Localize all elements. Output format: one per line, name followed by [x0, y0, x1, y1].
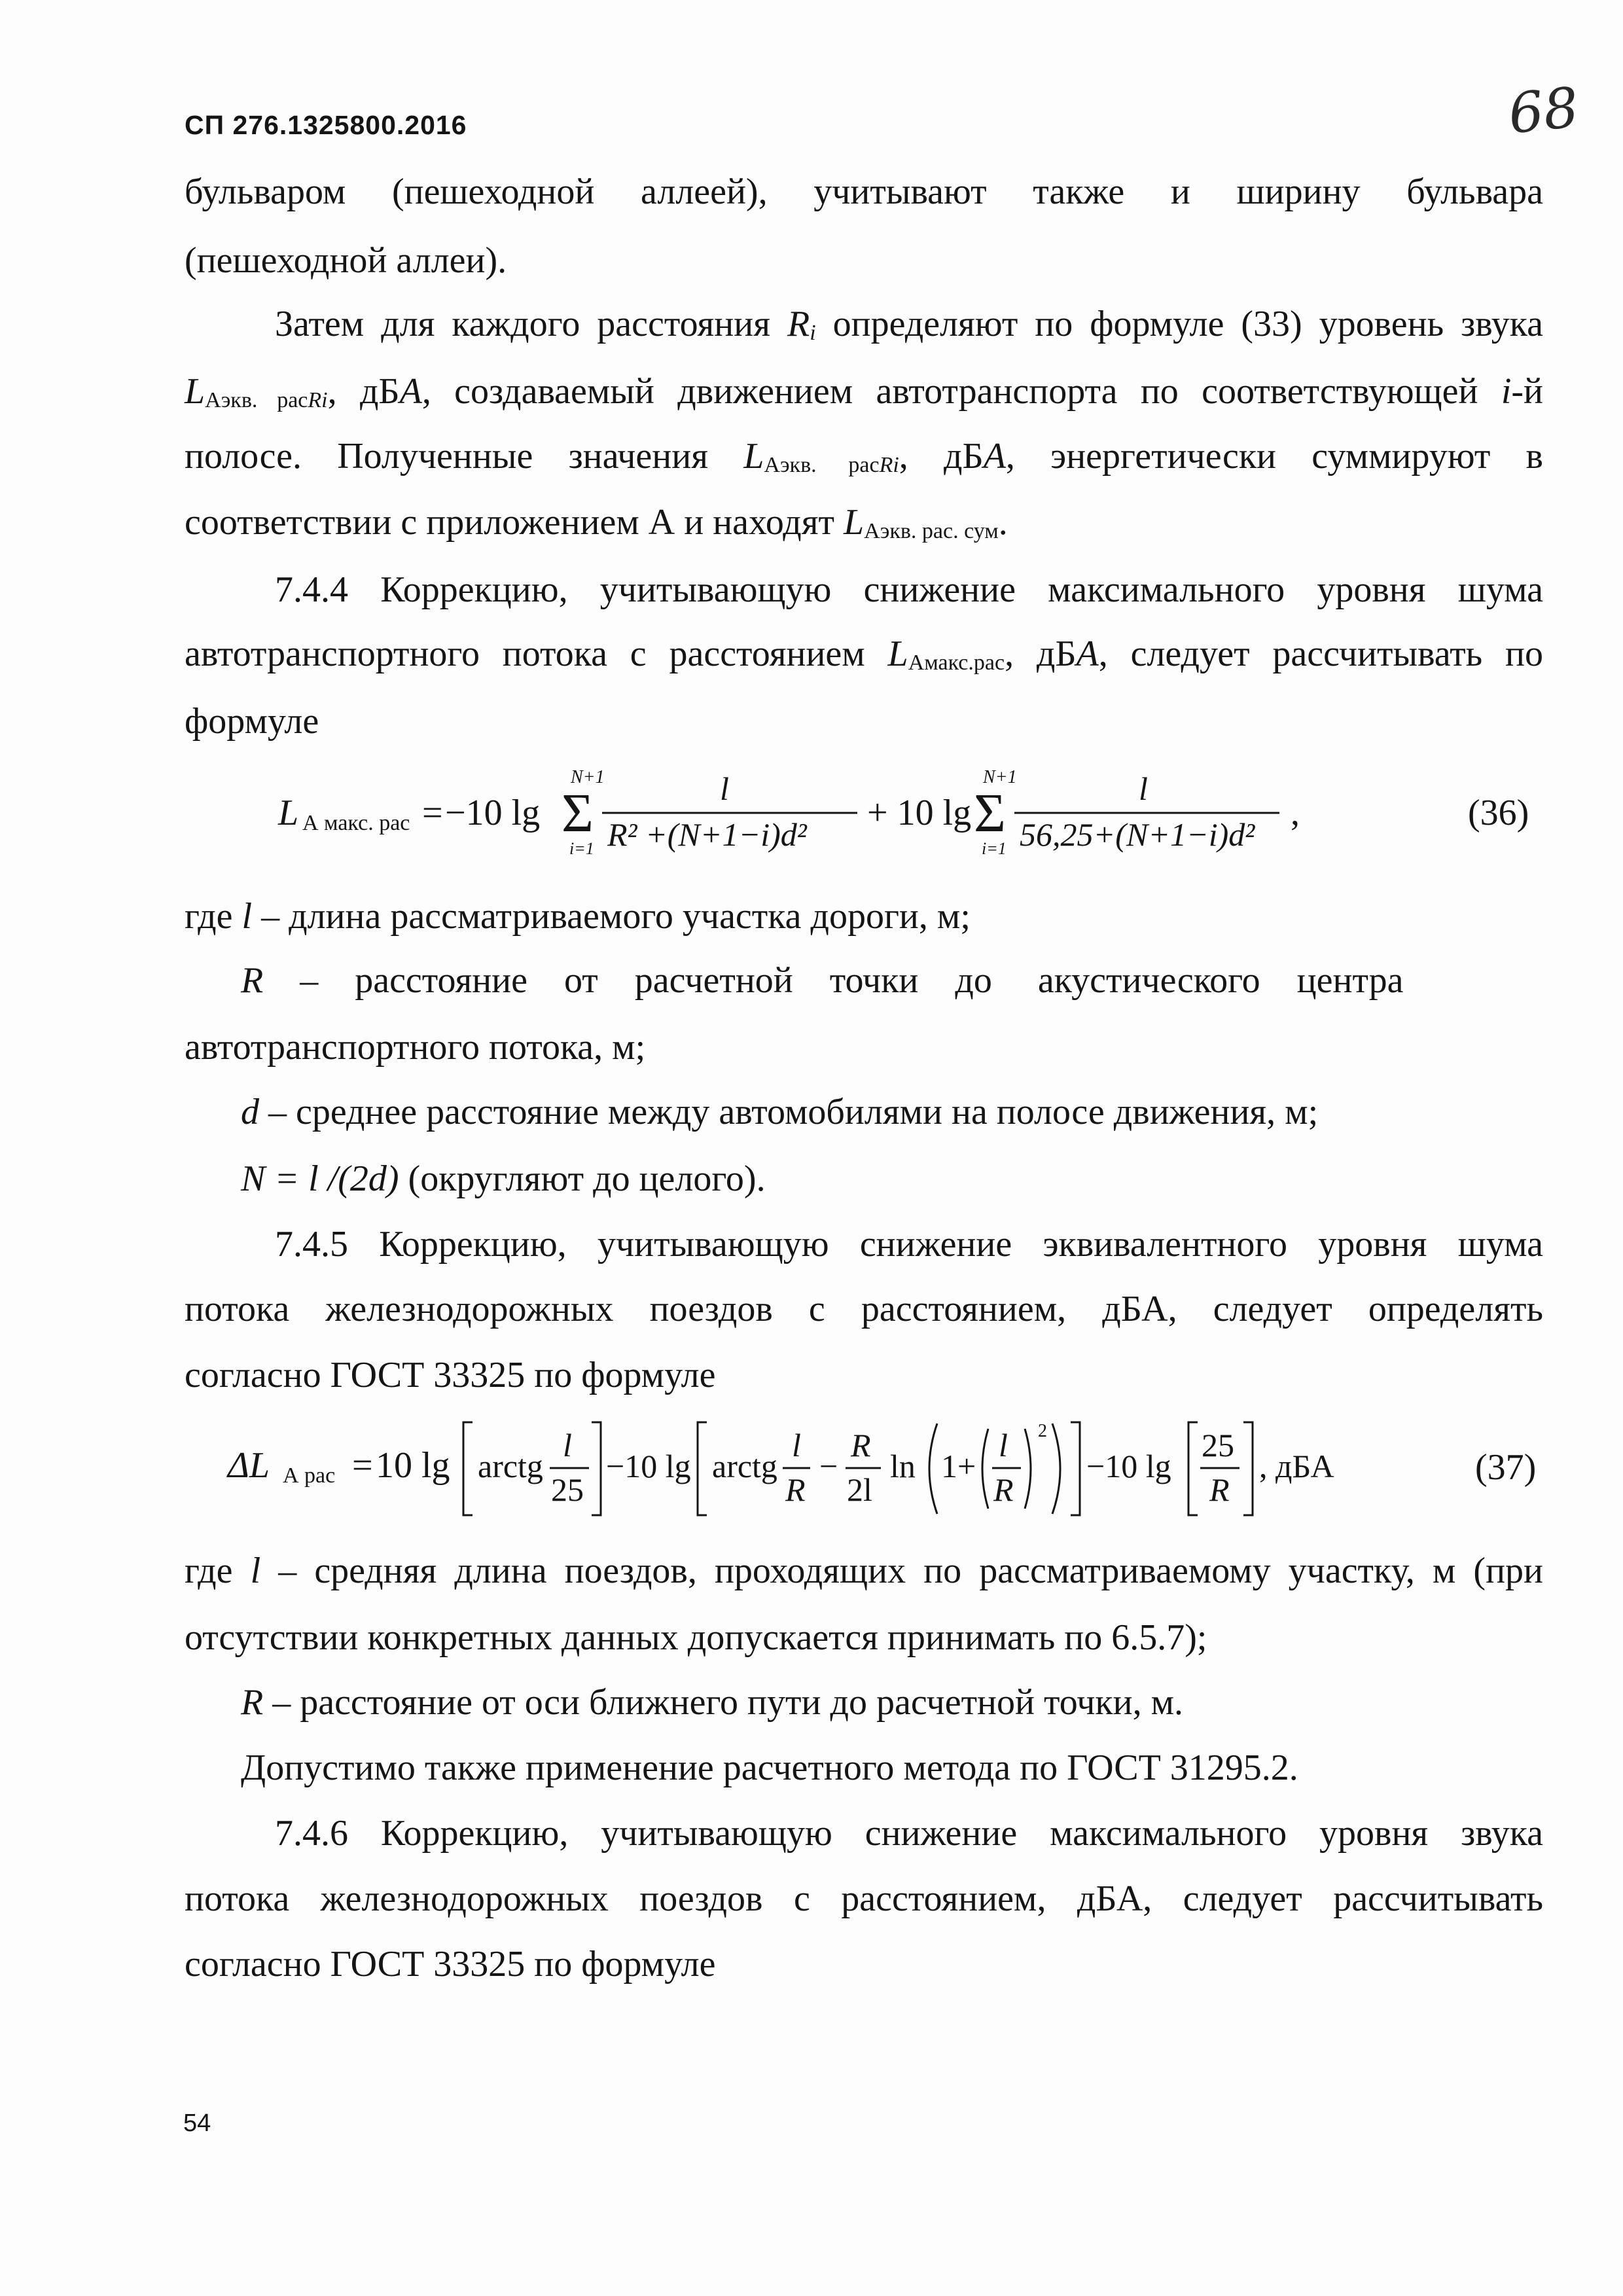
eq37-equals: =: [352, 1445, 373, 1486]
text-line: бульваром (пешеходной аллеей), учитывают также и ширину бульвара: [185, 171, 1543, 212]
text-fragment: – длина рассматриваемого участка дороги, м;: [252, 896, 971, 937]
text-line: [185, 368, 1543, 420]
text-line: 7.4.4 Коррекцию, учитывающую снижение максимального уровня шума: [275, 569, 1543, 610]
text-fragment: соответствии с приложением А и находят: [185, 502, 844, 543]
math-variable: d: [241, 1092, 259, 1132]
math-subscript: Ri: [879, 453, 899, 477]
text-line: потока железнодорожных поездов с расстоянием, дБА, следует рассчитывать: [185, 1878, 1543, 1919]
text-fragment: определяют по формуле (33) уровень звука: [815, 304, 1543, 344]
eq37-f3-den: 2l: [847, 1471, 872, 1508]
text-fragment: , дБ: [899, 436, 984, 476]
eq37-lhs: ΔL: [228, 1445, 270, 1486]
eq36-frac1-den: R² +(N+1−i)d²: [607, 816, 807, 853]
eq37-f1-num: l: [563, 1427, 572, 1463]
eq37-square: 2: [1038, 1421, 1047, 1441]
text-fragment: , энергетически суммируют в: [1005, 436, 1544, 476]
eq36-frac2-den: 56,25+(N+1−i)d²: [1020, 816, 1255, 853]
math-variable: А: [983, 436, 1006, 476]
text-line: [241, 1679, 1543, 1725]
eq36-frac2-num: l: [1139, 770, 1148, 807]
text-line: Допустимо также применение расчетного метода по ГОСТ 31295.2.: [241, 1748, 1298, 1788]
eq37-minus1: −10 lg: [606, 1448, 691, 1484]
math-variable: А: [399, 371, 422, 412]
text-line: [241, 1156, 1543, 1202]
eq37-paren-inner-right: [1025, 1429, 1031, 1509]
eq37-f5-num: 25: [1202, 1427, 1234, 1463]
eq37-arctg1: arctg: [478, 1448, 543, 1484]
math-subscript: Аэкв. рас. сум: [864, 519, 999, 543]
eq37-f4-num: l: [999, 1427, 1008, 1463]
text-fragment: (округляют до целого).: [399, 1158, 766, 1199]
math-variable: L: [185, 371, 205, 412]
equation-number-36: (36): [1468, 793, 1529, 833]
math-variable: l: [241, 896, 253, 937]
text-fragment: – расстояние от расчетной точки до акустического центра: [263, 960, 1404, 1001]
eq36-equals: =: [422, 793, 443, 833]
eq37-f2-num: l: [792, 1427, 801, 1463]
eq36-comma: ,: [1291, 793, 1300, 833]
formula-36: [249, 759, 1335, 870]
text-line: согласно ГОСТ 33325 по формуле: [185, 1355, 716, 1395]
text-fragment: где: [185, 896, 242, 937]
text-fragment: – расстояние от оси ближнего пути до расчетной точки, м.: [263, 1682, 1184, 1723]
eq37-bracket1-left: [463, 1422, 473, 1515]
eq36-sum2-bot: i=1: [982, 839, 1007, 858]
eq37-paren-outer-right: [1052, 1424, 1060, 1514]
text-line: формуле: [185, 701, 319, 742]
math-variable: L: [844, 502, 865, 543]
math-subscript: Амакс.рас: [908, 651, 1005, 675]
text-line: [241, 958, 1543, 1003]
math-subscript: Аэкв. рас: [764, 453, 880, 477]
text-fragment: , дБ: [1005, 634, 1077, 674]
eq37-arctg2: arctg: [712, 1448, 777, 1484]
text-fragment: , дБ: [327, 371, 400, 412]
eq36-sigma1: Σ: [562, 783, 594, 844]
eq37-bracket3-right: [1243, 1422, 1253, 1515]
eq36-lhs-var: L: [278, 793, 299, 833]
text-fragment: , следует рассчитывать по: [1098, 634, 1543, 674]
page-number: 54: [183, 2109, 211, 2137]
eq37-f5-den: R: [1209, 1471, 1230, 1508]
eq37-paren-inner-left: [982, 1429, 988, 1509]
formula-37: [209, 1417, 1374, 1528]
text-line: [185, 433, 1543, 484]
text-fragment: автотранспортного потока с расстоянием: [185, 634, 888, 674]
eq37-lhs-sub: А рас: [283, 1463, 336, 1488]
text-line: [185, 893, 1543, 939]
text-fragment: – средняя длина поездов, проходящих по рассматриваемому участку, м (при: [260, 1551, 1544, 1591]
eq36-sigma2: Σ: [974, 783, 1006, 844]
eq37-f3-num: R: [851, 1427, 871, 1463]
eq37-bracket3-left: [1188, 1422, 1198, 1515]
eq37-ln: ln: [890, 1448, 916, 1484]
eq36-sum1-bot: i=1: [569, 839, 594, 858]
math-variable: i: [1501, 371, 1512, 412]
text-line: [241, 1089, 1543, 1135]
eq36-term1: −10 lg: [445, 793, 541, 833]
eq37-f2-den: R: [785, 1471, 806, 1508]
eq37-one-plus: 1+: [941, 1448, 976, 1484]
eq37-minus2: −: [819, 1448, 838, 1484]
eq37-term1: 10 lg: [376, 1445, 450, 1486]
eq37-f1-den: 25: [551, 1471, 584, 1508]
math-subscript: Ri: [308, 388, 328, 412]
text-line: [185, 499, 1543, 550]
eq37-minus3: −10 lg: [1086, 1448, 1171, 1484]
eq37-f4-den: R: [993, 1471, 1014, 1508]
text-fragment: -й: [1511, 371, 1543, 412]
text-line: (пешеходной аллеи).: [185, 240, 507, 281]
math-variable: R: [787, 304, 810, 344]
eq36-sum1-top: N+1: [571, 767, 605, 787]
eq37-bracket2-right: [1071, 1422, 1080, 1515]
eq36-plus-term: + 10 lg: [867, 793, 972, 833]
text-line: [185, 631, 1543, 682]
eq37-bracket1-right: [592, 1422, 601, 1515]
math-variable: L: [743, 436, 764, 476]
math-subscript: Аэкв. рас: [205, 388, 308, 412]
math-variable: А: [1076, 634, 1099, 674]
math-variable: l: [250, 1551, 261, 1591]
math-variable: R: [241, 960, 264, 1001]
eq36-frac1-num: l: [720, 770, 729, 807]
math-variable: R: [241, 1682, 264, 1723]
eq37-paren-outer-left: [929, 1424, 937, 1514]
text-fragment: Затем для каждого расстояния: [275, 304, 787, 344]
text-line: 7.4.5 Коррекцию, учитывающую снижение эквивалентного уровня шума: [275, 1224, 1543, 1265]
equation-number-37: (37): [1475, 1447, 1537, 1488]
eq36-lhs-sub: А макс. рас: [302, 811, 410, 835]
text-line: [275, 301, 1543, 352]
handwritten-sheet-number: 68: [1505, 75, 1582, 147]
math-variable: N = l /(2d): [241, 1158, 399, 1199]
eq37-unit: , дБА: [1259, 1448, 1334, 1484]
text-fragment: где: [185, 1551, 251, 1591]
text-line: согласно ГОСТ 33325 по формуле: [185, 1944, 716, 1984]
text-fragment: .: [998, 502, 1008, 543]
math-variable: L: [887, 634, 908, 674]
text-fragment: , создаваемый движением автотранспорта по соответствующей: [421, 371, 1501, 412]
document-code: СП 276.1325800.2016: [185, 110, 467, 140]
text-line: автотранспортного потока, м;: [185, 1027, 646, 1067]
eq37-bracket2-left: [698, 1422, 707, 1515]
text-line: 7.4.6 Коррекцию, учитывающую снижение максимального уровня звука: [275, 1813, 1543, 1854]
text-fragment: – среднее расстояние между автомобилями на полосе движения, м;: [259, 1092, 1319, 1132]
math-subscript: i: [810, 321, 816, 345]
text-fragment: полосе. Полученные значения: [185, 436, 744, 476]
eq36-sum2-top: N+1: [983, 767, 1017, 787]
text-line: потока железнодорожных поездов с расстоянием, дБА, следует определять: [185, 1289, 1543, 1329]
text-line: [185, 1548, 1543, 1594]
text-line: отсутствии конкретных данных допускается принимать по 6.5.7);: [185, 1617, 1207, 1658]
